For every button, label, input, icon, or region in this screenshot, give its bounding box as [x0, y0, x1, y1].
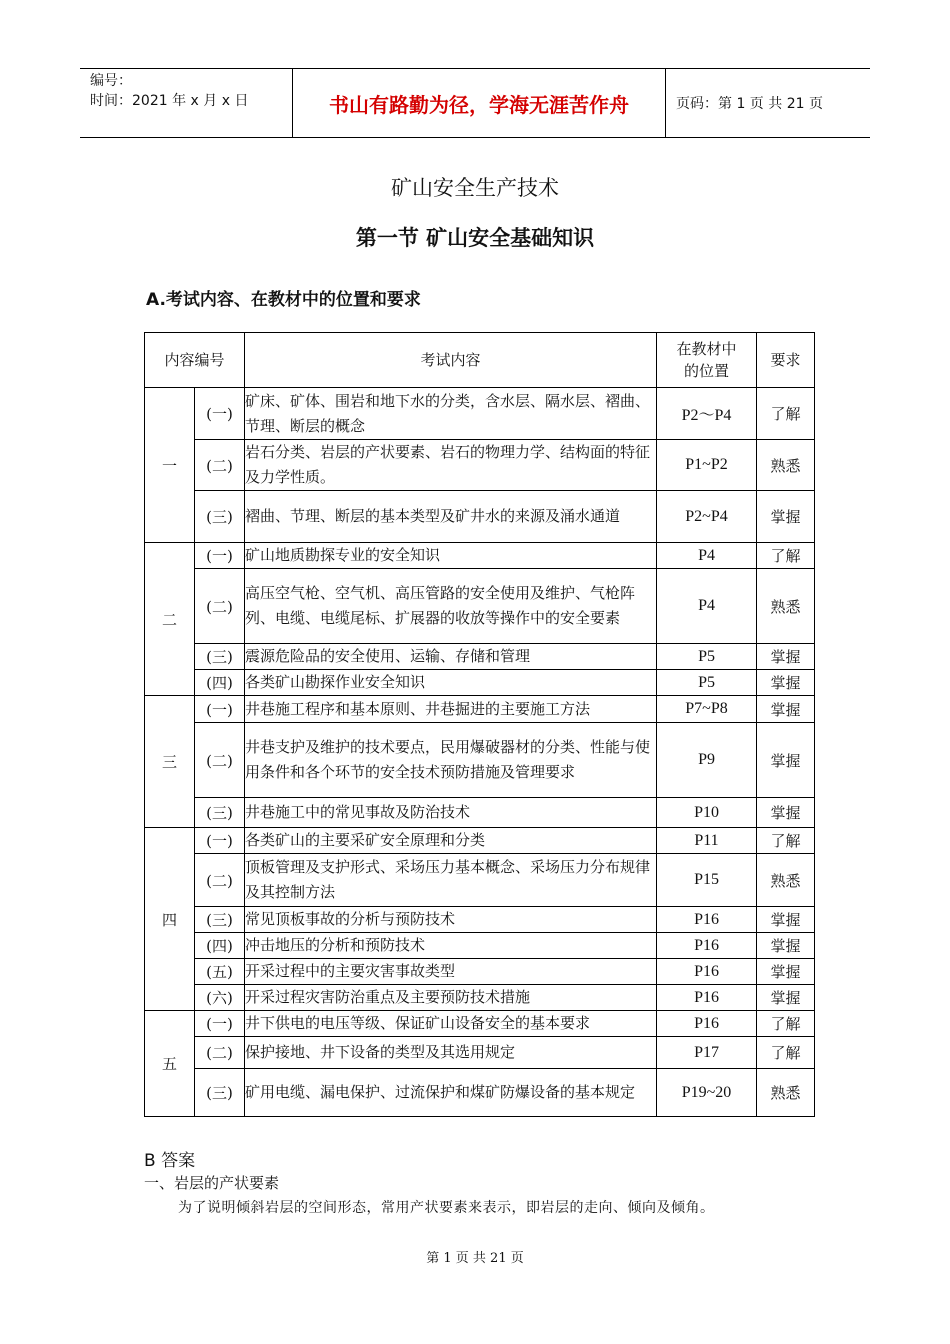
- col-header-content: 考试内容: [245, 333, 657, 388]
- sub-number: (四): [195, 670, 245, 696]
- sub-number: (二): [195, 723, 245, 798]
- table-row: [145, 670, 815, 696]
- textbook-position: P19~20: [657, 1069, 757, 1117]
- table-header-row: [145, 333, 815, 388]
- exam-content: 开采过程中的主要灾害事故类型: [245, 959, 657, 985]
- requirement-level: 掌握: [757, 491, 815, 543]
- sub-number: (三): [195, 798, 245, 828]
- textbook-position: P4: [657, 543, 757, 569]
- col-header-requirement: 要求: [757, 333, 815, 388]
- sub-number: (三): [195, 1069, 245, 1117]
- sub-number: (三): [195, 907, 245, 933]
- sub-number: (三): [195, 491, 245, 543]
- textbook-position: P7~P8: [657, 696, 757, 723]
- table-row: [145, 388, 815, 440]
- textbook-position: P16: [657, 959, 757, 985]
- requirement-level: 了解: [757, 828, 815, 854]
- textbook-position: P16: [657, 933, 757, 959]
- requirement-level: 熟悉: [757, 440, 815, 491]
- exam-content-table: [144, 332, 815, 1117]
- textbook-position: P16: [657, 907, 757, 933]
- exam-content: 开采过程灾害防治重点及主要预防技术措施: [245, 985, 657, 1011]
- textbook-position: P10: [657, 798, 757, 828]
- section-b-heading: B 答案: [144, 1151, 196, 1171]
- exam-content: 各类矿山勘探作业安全知识: [245, 670, 657, 696]
- exam-content: 顶板管理及支护形式、采场压力基本概念、采场压力分布规律及其控制方法: [245, 854, 657, 907]
- group-number: 三: [145, 696, 195, 828]
- group-number: 五: [145, 1011, 195, 1117]
- textbook-position: P5: [657, 670, 757, 696]
- textbook-position: P16: [657, 985, 757, 1011]
- sub-number: (二): [195, 569, 245, 644]
- requirement-level: 掌握: [757, 798, 815, 828]
- header-motto: [293, 69, 666, 137]
- motto-text: 书山有路勤为径，学海无涯苦作舟: [329, 92, 629, 117]
- textbook-position: P16: [657, 1011, 757, 1037]
- serial-label: 编号：: [90, 73, 132, 89]
- exam-content: 褶曲、节理、断层的基本类型及矿井水的来源及涌水通道: [245, 491, 657, 543]
- requirement-level: 掌握: [757, 985, 815, 1011]
- answer-question-1: 一、岩层的产状要素: [144, 1174, 280, 1192]
- sub-number: (六): [195, 985, 245, 1011]
- exam-content: 保护接地、井下设备的类型及其选用规定: [245, 1037, 657, 1069]
- exam-content: 冲击地压的分析和预防技术: [245, 933, 657, 959]
- table-row: [145, 723, 815, 798]
- group-number: 一: [145, 388, 195, 543]
- textbook-position: P11: [657, 828, 757, 854]
- group-number: 四: [145, 828, 195, 1011]
- textbook-position: P5: [657, 644, 757, 670]
- requirement-level: 掌握: [757, 959, 815, 985]
- header-meta: [80, 69, 293, 137]
- textbook-position: P1~P2: [657, 440, 757, 491]
- table-row: [145, 1011, 815, 1037]
- exam-content: 井巷支护及维护的技术要点，民用爆破器材的分类、性能与使用条件和各个环节的安全技术预防措施及管理要求: [245, 723, 657, 798]
- sub-number: (二): [195, 854, 245, 907]
- exam-content: 井巷施工程序和基本原则、井巷掘进的主要施工方法: [245, 696, 657, 723]
- col-header-code: 内容编号: [145, 333, 245, 388]
- page-header: [80, 68, 870, 138]
- exam-content: 岩石分类、岩层的产状要素、岩石的物理力学、结构面的特征及力学性质。: [245, 440, 657, 491]
- sub-number: (二): [195, 440, 245, 491]
- requirement-level: 熟悉: [757, 569, 815, 644]
- time-label: 时间：2021 年 x 月 x 日: [90, 93, 249, 109]
- textbook-position: P2～P4: [657, 388, 757, 440]
- requirement-level: 掌握: [757, 696, 815, 723]
- table-row: [145, 644, 815, 670]
- table-row: [145, 959, 815, 985]
- exam-content: 各类矿山的主要采矿安全原理和分类: [245, 828, 657, 854]
- document-title: 矿山安全生产技术: [391, 176, 559, 200]
- requirement-level: 掌握: [757, 907, 815, 933]
- table-row: [145, 440, 815, 491]
- group-number: 二: [145, 543, 195, 696]
- textbook-position: P17: [657, 1037, 757, 1069]
- textbook-position: P2~P4: [657, 491, 757, 543]
- textbook-position: P9: [657, 723, 757, 798]
- table-row: [145, 1069, 815, 1117]
- table-body: [145, 388, 815, 1117]
- exam-content: 矿用电缆、漏电保护、过流保护和煤矿防爆设备的基本规定: [245, 1069, 657, 1117]
- table-row: [145, 696, 815, 723]
- col-header-position: 在教材中的位置: [657, 333, 757, 388]
- table-row: [145, 1037, 815, 1069]
- sub-number: (四): [195, 933, 245, 959]
- requirement-level: 掌握: [757, 933, 815, 959]
- table-row: [145, 933, 815, 959]
- table-row: [145, 491, 815, 543]
- exam-content: 常见顶板事故的分析与预防技术: [245, 907, 657, 933]
- exam-content: 井下供电的电压等级、保证矿山设备安全的基本要求: [245, 1011, 657, 1037]
- requirement-level: 熟悉: [757, 854, 815, 907]
- textbook-position: P4: [657, 569, 757, 644]
- sub-number: (一): [195, 388, 245, 440]
- requirement-level: 熟悉: [757, 1069, 815, 1117]
- requirement-level: 了解: [757, 1037, 815, 1069]
- table-row: [145, 985, 815, 1011]
- sub-number: (一): [195, 828, 245, 854]
- requirement-level: 了解: [757, 543, 815, 569]
- table-row: [145, 543, 815, 569]
- exam-content: 高压空气枪、空气机、高压管路的安全使用及维护、气枪阵列、电缆、电缆尾标、扩展器的收放等操作中的安全要素: [245, 569, 657, 644]
- table-row: [145, 854, 815, 907]
- sub-number: (一): [195, 696, 245, 723]
- exam-content: 矿山地质勘探专业的安全知识: [245, 543, 657, 569]
- requirement-level: 了解: [757, 1011, 815, 1037]
- sub-number: (五): [195, 959, 245, 985]
- header-page-info: [666, 69, 870, 137]
- page-info-text: 页码：第 1 页 共 21 页: [676, 96, 823, 112]
- table-row: [145, 828, 815, 854]
- section-title: 第一节 矿山安全基础知识: [355, 226, 595, 250]
- sub-number: (二): [195, 1037, 245, 1069]
- textbook-position: P15: [657, 854, 757, 907]
- sub-number: (三): [195, 644, 245, 670]
- requirement-level: 掌握: [757, 644, 815, 670]
- exam-content: 井巷施工中的常见事故及防治技术: [245, 798, 657, 828]
- table-row: [145, 907, 815, 933]
- sub-number: (一): [195, 1011, 245, 1037]
- table-row: [145, 798, 815, 828]
- exam-content: 震源危险品的安全使用、运输、存储和管理: [245, 644, 657, 670]
- exam-content: 矿床、矿体、围岩和地下水的分类，含水层、隔水层、褶曲、节理、断层的概念: [245, 388, 657, 440]
- section-a-heading: A.考试内容、在教材中的位置和要求: [146, 290, 421, 310]
- sub-number: (一): [195, 543, 245, 569]
- page-footer: 第 1 页 共 21 页: [426, 1251, 524, 1266]
- requirement-level: 掌握: [757, 670, 815, 696]
- answer-text-1: 为了说明倾斜岩层的空间形态，常用产状要素来表示，即岩层的走向、倾向及倾角。: [178, 1200, 715, 1216]
- table-row: [145, 569, 815, 644]
- requirement-level: 掌握: [757, 723, 815, 798]
- requirement-level: 了解: [757, 388, 815, 440]
